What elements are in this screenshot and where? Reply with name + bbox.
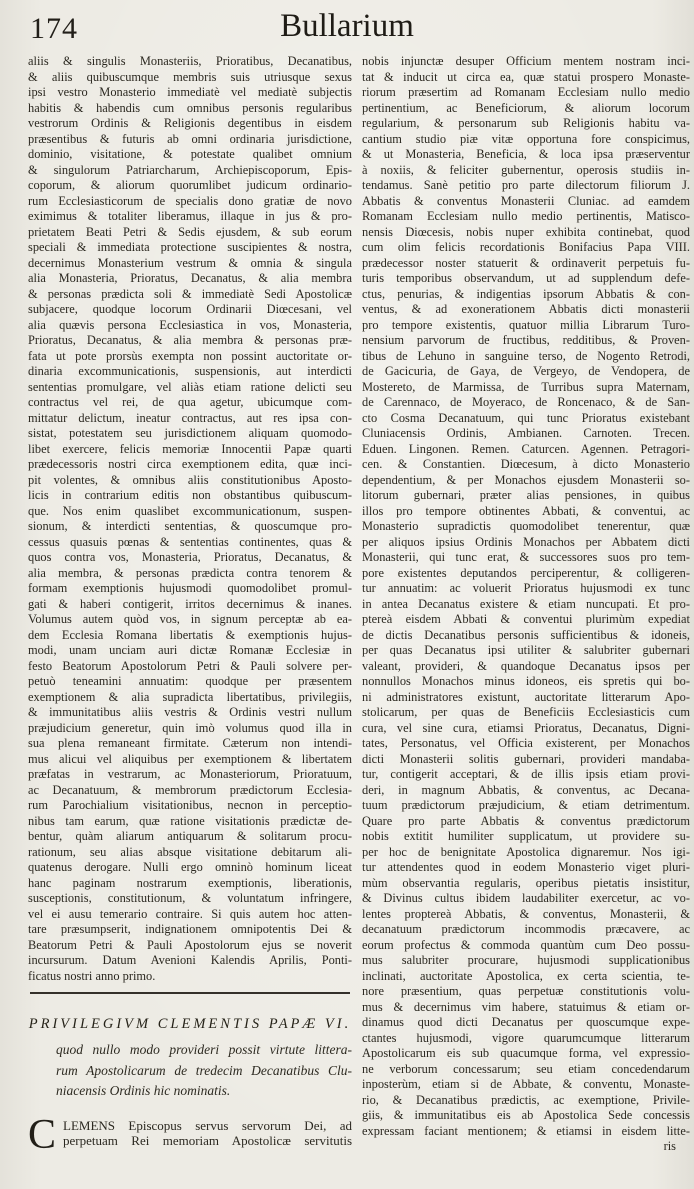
text-line: inclinati, auctoritate Apostolica, ex certa scientia, te- <box>362 968 690 983</box>
text-line: ni administratores existunt, auctoritate litterarum Apo- <box>362 689 690 704</box>
text-line: aliis & singulis Monasteriis, Prioratibus, Decanatibus, <box>28 54 352 68</box>
text-line: ventus, & ad exonerationem Abbatis dicti monasterii <box>362 302 690 316</box>
drop-cap-initial: C <box>28 1111 57 1158</box>
text-line: susceptionis, constitutionum, & voluntatum infringere, <box>28 891 352 905</box>
text-line: & immunitatibus aliis vestris & Ordinis vestri nullum <box>28 705 352 719</box>
text-line: Cluniacensis Ordinis, Ambianen. Carnoten. Trecen. <box>362 426 690 440</box>
text-line: libet exercere, felicis memoriæ Innocentii Papæ quarti <box>28 441 352 456</box>
text-line: ctantes hujusmodi, vigore quarumcumque litterarum <box>362 1030 690 1045</box>
text-line: sistat, potestatem seu jurisdictionem aliquam quomodo- <box>28 426 352 440</box>
text-line: cantium studio piæ vitæ opportuna fore conspicimus, <box>362 131 690 146</box>
text-columns <box>28 54 690 1158</box>
text-line: pit volentes, & omnibus aliis constitutionibus Aposto- <box>28 472 352 487</box>
text-line: hanc paginam nostrarum exemptionis, liberationis, <box>28 875 352 890</box>
text-line: mus salubriter procurare, hujusmodi supplicationibus <box>362 953 690 967</box>
text-line: modi, unam unciam auri dictæ Romanæ Ecclesiæ in <box>28 643 352 657</box>
text-line: Mostereto, de Marmissa, de Turribus supra Maternam, <box>362 379 690 394</box>
text-line: ne verborum concessarum; seu etiam concedendarum <box>362 1061 690 1076</box>
text-line: alia membra, & personas prædicta contra tenorem & <box>28 565 352 580</box>
text-line: præjudicium generetur, quin imò volumus quod illa in <box>28 720 352 735</box>
text-line: Romanam Ecclesiam nullo medio pertinentis, Matisco- <box>362 209 690 223</box>
running-title: Bullarium <box>280 8 414 44</box>
text-line: niacensis Ordinis hic nominatis. <box>56 1083 231 1098</box>
text-line: nobis injunctæ desuper Officium mentem nostram inci- <box>362 54 690 68</box>
text-line: ptereà eisdem Abbati & conventui plurimùm expediat <box>362 612 690 626</box>
text-line: cen. & Constantien. Diœcesum, à dicto Monasterio <box>362 457 690 471</box>
text-line: rum Apostolicarum de tredecim Decanatibus Clu- <box>56 1062 352 1078</box>
text-line: regularium, & personarum sub Religionis habitu va- <box>362 116 690 130</box>
text-line: & ut Monasteria, Beneficia, & loca ipsa præserventur <box>362 147 690 161</box>
text-line: cto Cosma Decanatuum, qui tunc Prioratus existebant <box>362 410 690 425</box>
text-line: Monasterii, qui tunc erat, & successores suos pro tem- <box>362 550 690 564</box>
text-line: prædecessor noster statuerit & ordinaverit perpetuis fu- <box>362 255 690 270</box>
right-column <box>362 54 690 1155</box>
text-line: LEMENS Episcopus servus servorum Dei, ad <box>63 1117 352 1133</box>
text-line: Abbatis & conventus Monasterii Cluniac. ad eamdem <box>362 193 690 208</box>
text-line: turis temporibus observandum, ut ad supplendum defe- <box>362 271 690 285</box>
text-line: cessus quasuis pœnas & sententias continentes, quas & <box>28 534 352 549</box>
text-line: sententias promulgare, vel aliàs etiam ratione delicti seu <box>28 379 352 394</box>
text-line: præsentibus & futuris ab omni ordinaria jurisdictione, <box>28 131 352 146</box>
text-line: mittatur delictum, ineatur contractus, aut res ipsa con- <box>28 410 352 425</box>
right-body-paragraph <box>362 54 690 1139</box>
text-line: de Gacicuria, de Gaya, de Vergeyo, de Vendopera, de <box>362 364 690 378</box>
text-line: alia Monasteria, Prioratus, Decanatus, & alia membra <box>28 271 352 285</box>
text-line: riorum præsertim ad Romanam Ecclesiam nullo medio <box>362 85 690 99</box>
text-line: perpetuam Rei memoriam Apostolicæ servitutis <box>63 1133 352 1148</box>
left-body-paragraph <box>28 54 352 984</box>
text-line: decernimus Monasterium vestrum & omnia & singula <box>28 255 352 270</box>
text-line: ac Decanatuum, & membrorum prædictorum Ecclesia- <box>28 782 352 797</box>
text-line: valeant, provideri, & quandoque Decanatus ipsos per <box>362 658 690 673</box>
text-line: exemptionem & alia supradicta libertatibus, privilegiis, <box>28 689 352 704</box>
text-line: incursurum. Datum Avenioni Kalendis Aprilis, Ponti- <box>28 953 352 967</box>
text-line: vel ei ausu temerario contraire. Si quis autem hoc atten- <box>28 906 352 921</box>
text-line: nore præsentium, quas perpetuæ constitutionis volu- <box>362 984 690 998</box>
text-line: & personas prædicta soli & immediatè Sedi Apostolicæ <box>28 286 352 301</box>
text-line: decanatuum prædictorum incommodis præcavere, ac <box>362 922 690 936</box>
text-line: tare præsumpserit, indignationem omnipotentis Dei & <box>28 922 352 936</box>
text-line: dicti Monasterii solitis gubernari, provideri mandaba- <box>362 751 690 766</box>
text-line: fata ut pote prorsùs exempta non possint auctoritate or- <box>28 348 352 363</box>
intro-lines <box>28 1111 352 1158</box>
text-line: quos contra vos, Monasteria, Prioratus, Decanatus, & <box>28 550 352 564</box>
text-line: illos pro tempore obtinentes Abbati, & conventui, ac <box>362 503 690 518</box>
text-line: formam exemptionis hujusmodi quomodolibet promul- <box>28 581 352 595</box>
text-line: habitis & habendis cum omnibus personis regularibus <box>28 100 352 115</box>
text-line: tur annuatim: ac voluerit Prioratus hujusmodi ex tunc <box>362 581 690 595</box>
text-line: Quare pro parte Abbatis & conventus prædictorum <box>362 813 690 828</box>
text-line: tat & inducit ut circa ea, quæ statui prospero Monaste- <box>362 69 690 84</box>
text-line: & Divinus cultus ibidem laudabiliter exercetur, ac vo- <box>362 891 690 905</box>
text-line: nensium parvorum de fructibus, redditibus, & Proven- <box>362 333 690 347</box>
section-heading: PRIVILEGIVM CLEMENTIS PAPÆ VI. <box>28 1016 352 1032</box>
text-line: rum Parochialium visitationibus, necnon in perceptio- <box>28 798 352 812</box>
text-line: dinaria excommunicationis, suspensionis, aut interdicti <box>28 364 352 378</box>
text-line: sua plena remaneant firmitate. Cæterum non intendi- <box>28 736 352 750</box>
text-line: Monasterio supradictis quomodolibet tenerentur, quæ <box>362 519 690 533</box>
text-line: Prioratus, Decanatus, & alia membra & personas præ- <box>28 333 352 347</box>
text-line: rum Ecclesiasticorum de specialis dono gratiæ de novo <box>28 193 352 208</box>
text-line: rationum, seu alias absque visitatione debitarum ali- <box>28 844 352 859</box>
text-line: deri, in magnum Abbatis, & conventus, ac Decana- <box>362 782 690 797</box>
text-line: dinamus quod dicti Decanatus per quoscumque expe- <box>362 1015 690 1029</box>
text-line: stolicarum, per quas de Beneficiis Ecclesiasticis cum <box>362 705 690 719</box>
text-line: Apostolicarum eis sub quacumque forma, vel expressio- <box>362 1046 690 1060</box>
text-line: & singulorum Patriarcharum, Archiepiscoporum, Epis- <box>28 162 352 177</box>
text-line: ipsi vestro Monasterio immediatè vel mediatè subjectis <box>28 85 352 99</box>
text-line: de Carennaco, de Moyeraco, de Roncenaco, & de San- <box>362 395 690 409</box>
text-line: lentes proptereà Abbatis, & conventus, Monasterii, & <box>362 906 690 921</box>
text-line: quod nullo modo provideri possit virtute littera- <box>56 1042 352 1057</box>
text-line: mus & decernimus vim habere, statuimus & etiam or- <box>362 999 690 1014</box>
text-line: Beatorum Petri & Pauli Apostolorum ejus se noverit <box>28 937 352 952</box>
text-line: eximimus & totaliter liberamus, illaque in jus & pro- <box>28 209 352 223</box>
text-line: sionum, & interdicti sententias, & quoscumque pro- <box>28 519 352 533</box>
text-line: quatenus derogare. Nulli ergo omninò hominum liceat <box>28 860 352 874</box>
text-line: dependentium, & per Monachos ejusdem Monasterii so- <box>362 472 690 487</box>
text-line: dem Ecclesia Romana libertatis & exemptionis hujus- <box>28 627 352 642</box>
text-line: gati & haberi contigerit, irritos decernimus & inanes. <box>28 596 352 611</box>
text-line: prietatem Beati Petri & Sedis ejusdem, & sub eorum <box>28 224 352 239</box>
text-line: per quas Decanatus ipsi utiliter & salubriter gubernari <box>362 643 690 657</box>
text-line: Volumus autem quòd vos, in signum perceptæ ab ea- <box>28 612 352 626</box>
text-line: nonnullos Monachos minus idoneos, eis spretis qui bo- <box>362 674 690 688</box>
text-line: pertinentium, ac Beneficiorum, & aliorum locorum <box>362 100 690 115</box>
text-line: inposterùm, etiam si de Abbate, & conventu, Monaste- <box>362 1077 690 1091</box>
text-line: litorum gubernari, præter alias pensiones, in quibus <box>362 488 690 502</box>
text-line: speciali & immediata protectione suscipientes & nostra, <box>28 240 352 254</box>
page-number: 174 <box>30 12 78 45</box>
text-line: expressam faciant mentionem; & etiamsi in eisdem litte- <box>362 1123 690 1138</box>
text-line: eorum profectus & commoda quantùm cum Deo possu- <box>362 937 690 952</box>
text-line: bentur, quàm aliarum antiquarum & solitarum procu- <box>28 829 352 843</box>
text-line: prædecessoris nostri circa exemptionem edita, quæ inci- <box>28 457 352 471</box>
text-line: tur attendentes quod in eodem Monasterio viget pluri- <box>362 860 690 874</box>
text-line: cum olim felicis recordationis Bonifacius Papa VIII. <box>362 240 690 254</box>
text-line: ctus, penurias, & indigentias ipsorum Abbatis & con- <box>362 286 690 301</box>
text-line: nibus tam earum, quæ ratione visitationis prædictæ de- <box>28 813 352 828</box>
text-line: pro tempore existentis, quatuor millia Librarum Turo- <box>362 317 690 332</box>
text-line: tur, contigerit acceptari, & de illis ipsis etiam provi- <box>362 767 690 781</box>
text-line: alia quævis persona Ecclesiastica in vos, Monasteria, <box>28 317 352 332</box>
text-line: nobis extitit humiliter supplicatum, ut providere su- <box>362 829 690 843</box>
left-column <box>28 54 352 1158</box>
page-header <box>0 0 694 52</box>
text-line: tates, Personatus, vel Officia existerent, per Monachos <box>362 736 690 750</box>
text-line: de dictis Decanatibus personis sufficientibus & idoneis, <box>362 627 690 642</box>
text-line: subjacere, quodque locorum Ordinarii Diœcesani, vel <box>28 302 352 316</box>
text-line: in antea Decanatus existere & etiam nuncupati. Et pro- <box>362 596 690 611</box>
text-line: dominio, visitatione, & potestate qualibet omnium <box>28 147 352 161</box>
text-line: mus alicui vel aliquibus per exemptionem & libertatem <box>28 751 352 766</box>
text-line: que. Nos enim quaslibet excommunicationum, suspen- <box>28 503 352 518</box>
text-line: per aliquos ipsius Ordinis Monachos per Abbatem dicti <box>362 534 690 549</box>
section-divider <box>30 992 350 994</box>
text-line: contractus vel rei, de qua agetur, ubicumque com- <box>28 395 352 409</box>
text-line: tibus de Lehuno in sanguine terso, de Nogento Retrodi, <box>362 348 690 363</box>
text-line: coporum, & aliorum quorumlibet judicum ordinario- <box>28 178 352 192</box>
text-line: præfatas in vestrarum, ac Monasteriorum, Prioratuum, <box>28 767 352 781</box>
text-line: tendamus. Sanè petitio pro parte dilectorum filiorum J. <box>362 178 690 192</box>
text-line: festo Beatorum Apostolorum Petri & Pauli solvere per- <box>28 658 352 673</box>
text-line: petuò teneamini annuatim: quodque per præsentem <box>28 674 352 688</box>
text-line: nensis Diœcesis, nobis nuper exhibita continebat, quod <box>362 224 690 239</box>
text-line: & aliis quibuscumque membris suis utriusque sexus <box>28 69 352 84</box>
intro-paragraph <box>28 1111 352 1158</box>
text-line: Eduen. Lingonen. Remen. Caturcen. Agennen. Petragori- <box>362 441 690 456</box>
section-subtitle <box>28 1040 352 1102</box>
text-line: mùm observantia regularis, operibus pietatis insistitur, <box>362 875 690 890</box>
text-line: cura, vel sine cura, etiamsi Prioratus, Decanatus, Digni- <box>362 720 690 735</box>
text-line: tuum prædictorum præjudicium, & etiam detrimentum. <box>362 798 690 812</box>
text-line: vestrorum Ordinis & Religionis degentibus in eisdem <box>28 116 352 130</box>
text-line: giis, & immunitatibus eis ab Apostolica Sede concessis <box>362 1108 690 1122</box>
catchword: ris <box>663 1139 676 1153</box>
text-line: pore existentes deputandos perciperentur, & colligeren- <box>362 565 690 580</box>
text-line: licis in contrarium editis non obstantibus quibuscum- <box>28 488 352 502</box>
text-line: rio, & Decanatibus prædictis, ac exemptione, Privile- <box>362 1092 690 1107</box>
text-line: à noxiis, & feliciter gubernentur, operosis studiis in- <box>362 162 690 177</box>
text-line: ficatus nostri anno primo. <box>28 968 156 983</box>
text-line: per hoc de benignitate Apostolica dignaremur. Nos igi- <box>362 844 690 859</box>
